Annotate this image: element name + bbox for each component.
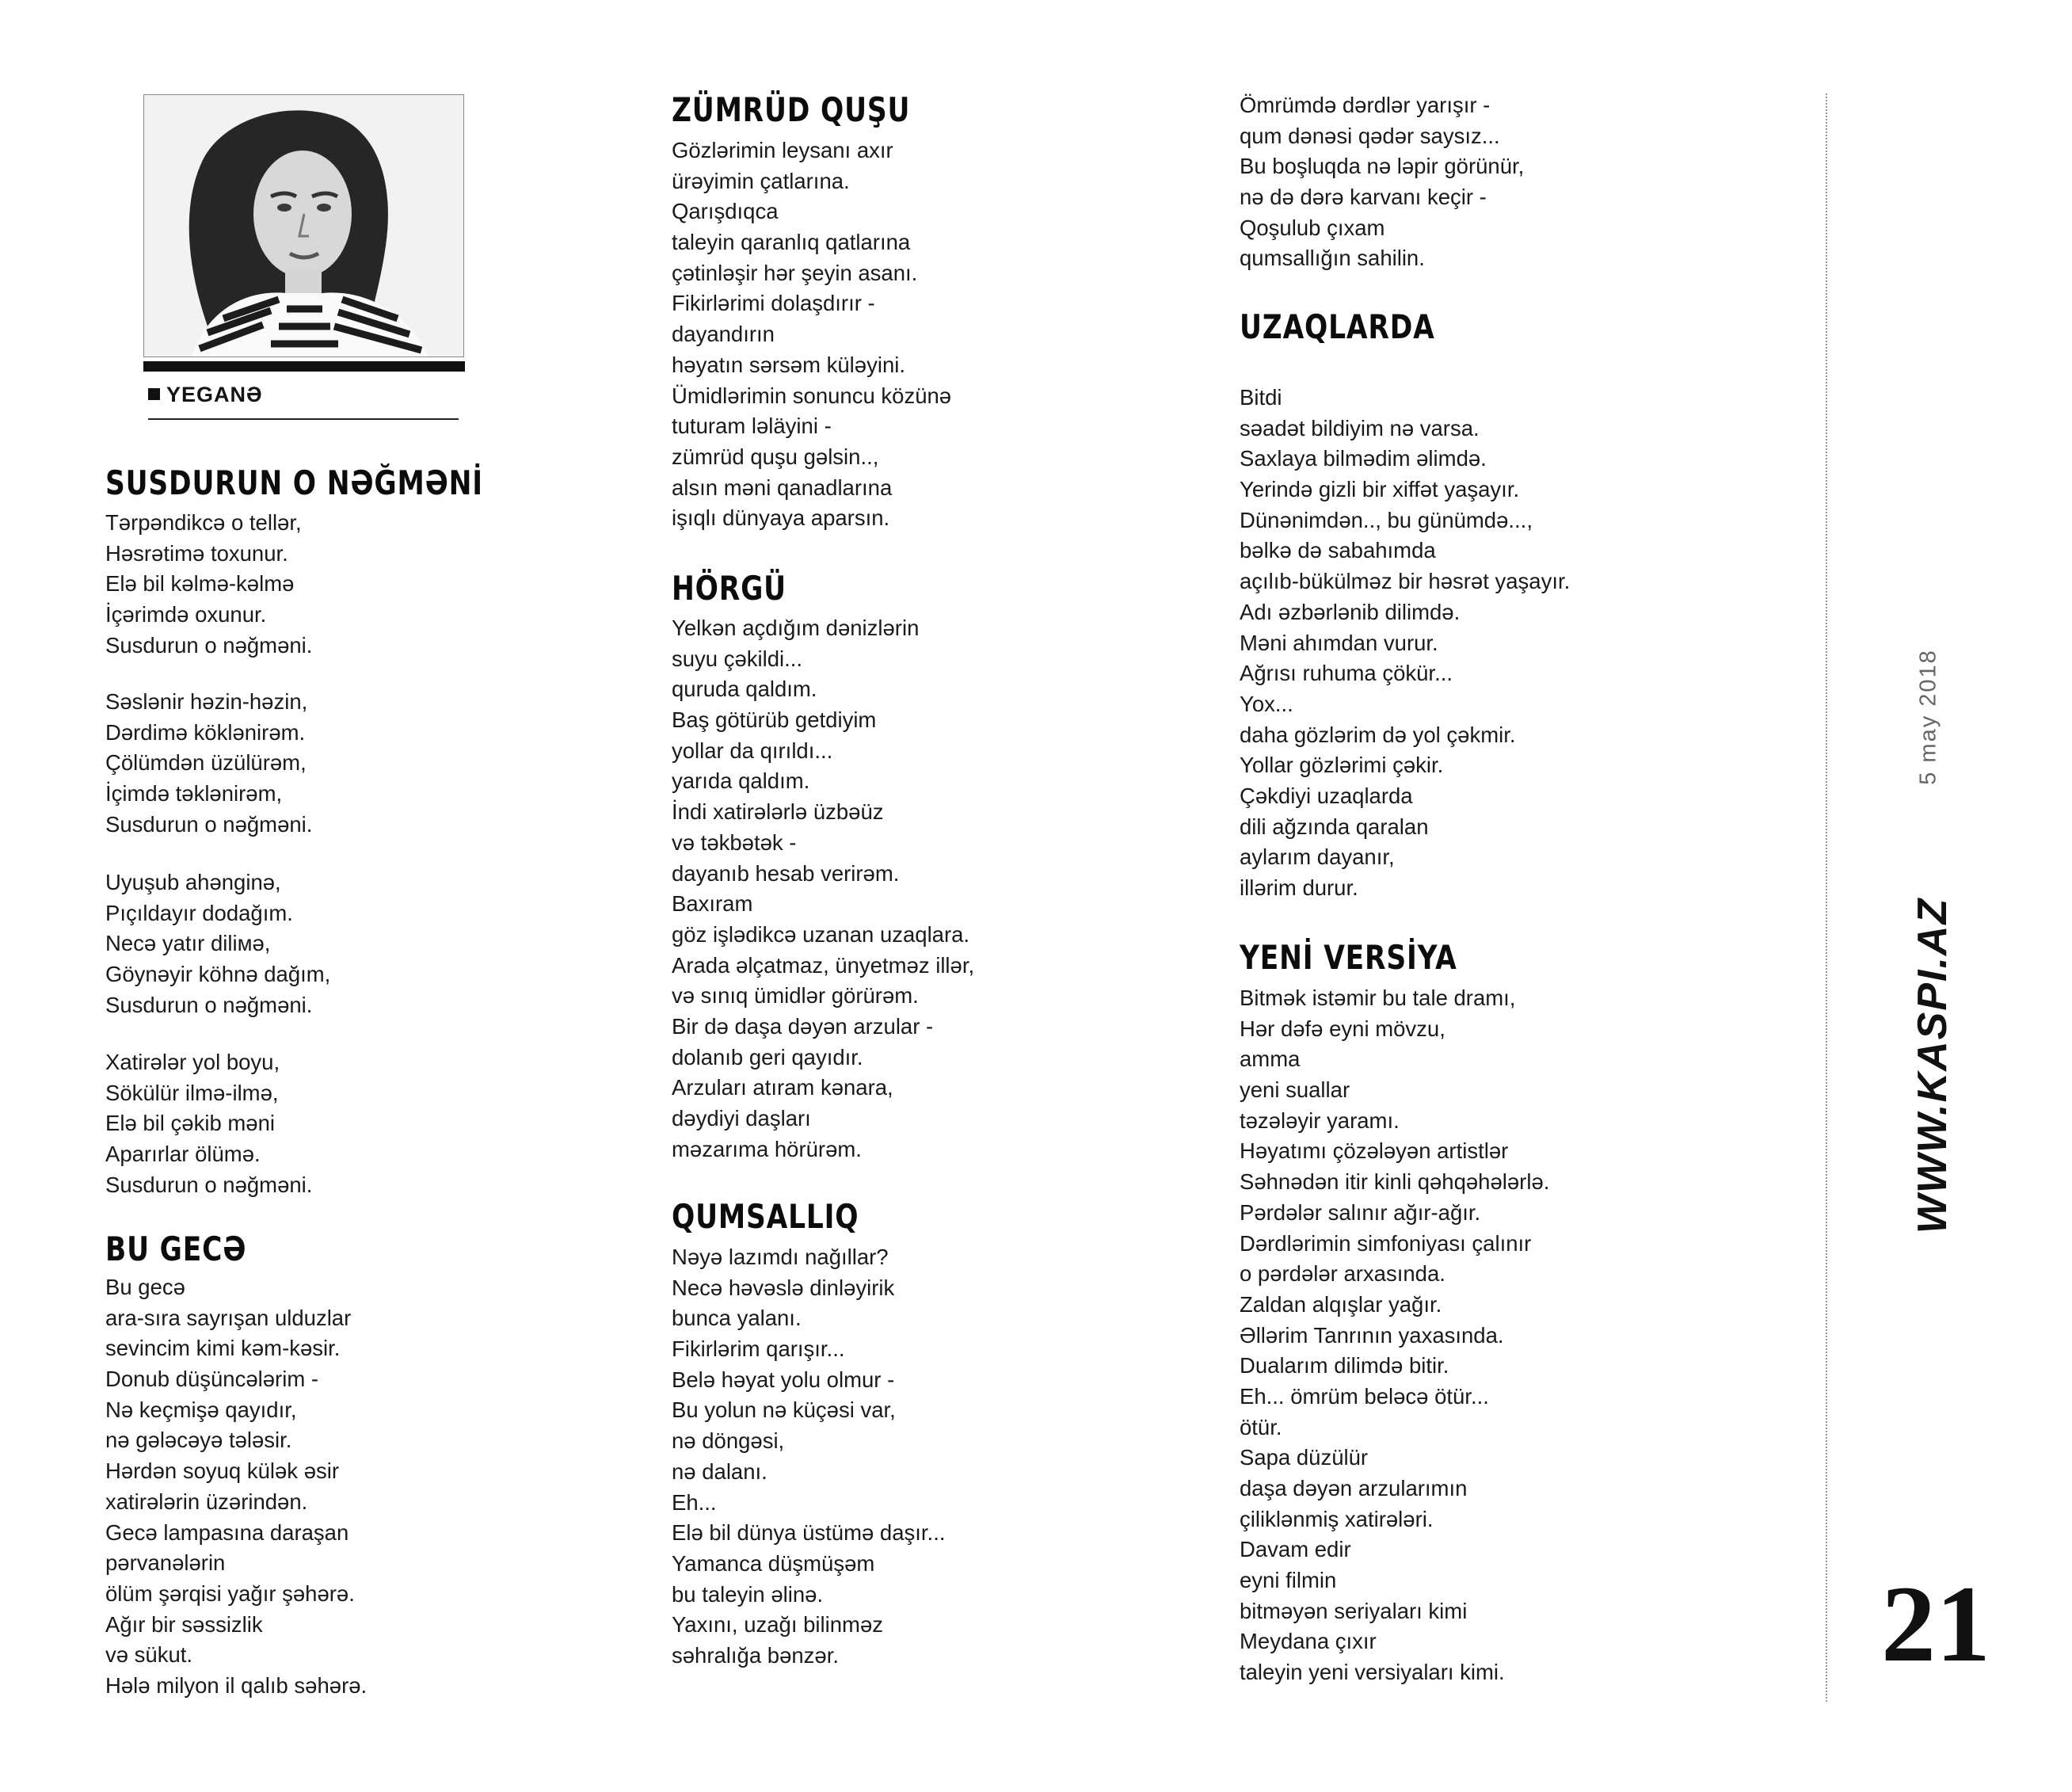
poem-line: Bu yolun nə küçəsi var, <box>672 1397 896 1423</box>
poem-line: Yelkən açdığım dənizlərin <box>672 616 920 640</box>
poem-line: Gecə lampasına daraşan <box>105 1519 349 1545</box>
poem-line: Çölümdən üzülürəm, <box>105 750 307 776</box>
poem-line: Sökülür ilmə-ilmə, <box>105 1080 279 1105</box>
poem-stanza <box>672 613 974 1165</box>
poem-line: Davam edir <box>1240 1537 1351 1562</box>
poem-line: Necə həvəslə dinləyirik <box>672 1275 895 1300</box>
poem-line: Nəyə lazımdı nağıllar? <box>672 1245 889 1269</box>
poem-line: Səhnədən itir kinli qəhqəhələrlə. <box>1240 1169 1550 1195</box>
poem-line: alsın məni qanadlarına <box>672 475 893 500</box>
poem-line: Eh... <box>672 1489 717 1515</box>
poem-line: Uyuşub ahənginə, <box>105 870 281 894</box>
poem-line: Eh... ömrüm beləcə ötür... <box>1240 1383 1489 1409</box>
poem-line: bunca yalanı. <box>672 1306 802 1331</box>
poem-line: zümrüd quşu gəlsin.., <box>672 444 879 469</box>
poem-line: nə gələcəyə tələsir. <box>105 1428 292 1453</box>
poem-line: həyatın sərsəm küləyini. <box>672 352 905 377</box>
poem-line: bitməyən seriyaları kimi <box>1240 1598 1468 1623</box>
poem-line: Məni ahımdan vurur. <box>1240 630 1438 655</box>
poem-line: Əllərim Tanrının yaxasında. <box>1240 1322 1504 1348</box>
poem-line: Dünənimdən.., bu günümdə..., <box>1240 507 1533 532</box>
poem-line: Baxıram <box>672 891 753 917</box>
poem-line: Səslənir həzin-həzin, <box>105 689 308 714</box>
poem-line: qum dənəsi qədər saysız... <box>1240 123 1500 148</box>
photo-caption-bar <box>143 361 465 372</box>
page-number: 21 <box>1881 1563 1990 1684</box>
poem-line: və təkbətək - <box>672 829 797 855</box>
poem-line: Yerində gizli bir xiffət yaşayır. <box>1240 477 1520 502</box>
poem-line: ara-sıra sayrışan ulduzlar <box>105 1305 352 1330</box>
poem-line: Bu gecə <box>105 1275 185 1299</box>
poem-title: QUMSALLIQ <box>672 1197 859 1236</box>
poem-stanza <box>1240 983 1549 1688</box>
poem-line: Donub düşüncələrim - <box>105 1367 319 1392</box>
poem-line: Arzuları atıram kənara, <box>672 1075 893 1100</box>
poem-line: qumsallığın sahilin. <box>1240 246 1425 271</box>
poem-line: Sapa düzülür <box>1240 1445 1369 1470</box>
poem-line: Fikirlərim qarışır... <box>672 1336 845 1362</box>
poem-line: Bitdi <box>1240 385 1282 410</box>
poem-line: amma <box>1240 1047 1301 1072</box>
poem-line: illərim durur. <box>1240 875 1358 900</box>
poem-line: Susdurun o nəğməni. <box>105 1172 313 1197</box>
poem-line: Dərdimə köklənirəm. <box>105 719 306 745</box>
author-rule <box>148 418 459 420</box>
poem-line: pərvanələrin <box>105 1550 226 1576</box>
poem-line: Arada əlçatmaz, ünyetməz illər, <box>672 952 975 978</box>
poem-line: Belə həyat yolu olmur - <box>672 1367 895 1392</box>
poem-stanza <box>105 867 330 1020</box>
poem-stanza <box>672 1242 945 1672</box>
poem-line: ölüm şərqisi yağır şəhərə. <box>105 1580 355 1606</box>
website-url[interactable]: WWW.KASPI.AZ <box>1910 897 1956 1234</box>
poem-line: nə döngəsi, <box>672 1428 785 1454</box>
poem-line: Bir də daşa dəyən arzular - <box>672 1013 934 1039</box>
poem-line: suyu çəkildi... <box>672 646 803 671</box>
poem-line: Göynəyir köhnə dağım, <box>105 962 331 987</box>
poem-line: Necə yatır diliмə, <box>105 931 271 956</box>
poem-line: aylarım dayanır, <box>1240 845 1395 870</box>
poem-line: Qarışdıqca <box>672 199 779 224</box>
poem-line: yollar da qırıldı... <box>672 738 833 763</box>
poem-line: Meydana çıxır <box>1240 1629 1377 1654</box>
bullet-square-icon <box>148 388 160 400</box>
poem-line: dayandırın <box>672 322 775 347</box>
poem-line: daşa dəyən arzularımın <box>1240 1476 1468 1500</box>
poem-line: Yaxını, uzağı bilinməz <box>672 1612 883 1638</box>
poem-stanza <box>1240 90 1524 274</box>
poem-line: Elə bil çəkib məni <box>105 1111 275 1136</box>
poem-line: taleyin qaranlıq qatlarına <box>672 230 911 255</box>
poem-line: Yollar gözlərimi çəkir. <box>1240 753 1444 778</box>
poem-line: Gözlərimin leysanı axır <box>672 138 893 162</box>
column-divider <box>1826 93 1827 1702</box>
poem-line: dayanıb hesab verirəm. <box>672 860 900 886</box>
poem-line: təzələyir yaramı. <box>1240 1108 1400 1133</box>
poem-line: daha gözlərim də yol çəkmir. <box>1240 722 1516 747</box>
poem-line: Hər dəfə eyni mövzu, <box>1240 1016 1445 1041</box>
poem-line: yeni suallar <box>1240 1077 1350 1103</box>
poem-line: taleyin yeni versiyaları kimi. <box>1240 1660 1505 1685</box>
poem-stanza <box>105 1047 312 1200</box>
poem-line: çiliklənmiş xatirələri. <box>1240 1506 1434 1531</box>
issue-date: 5 may 2018 <box>1915 649 1941 785</box>
poem-line: ürəyimin çatlarına. <box>672 168 850 193</box>
poem-line: Susdurun o nəğməni. <box>105 992 313 1017</box>
author-byline <box>148 382 263 407</box>
poem-line: dolanıb geri qayıdır. <box>672 1044 863 1069</box>
poem-line: Yamanca düşmüşəm <box>672 1550 875 1576</box>
poem-line: xatirələrin üzərindən. <box>105 1489 308 1514</box>
poem-title: ZÜMRÜD QUŞU <box>672 90 911 129</box>
poem-line: eyni filmin <box>1240 1568 1337 1593</box>
poem-line: Adı əzbərlənib dilimdə. <box>1240 599 1461 624</box>
poem-line: Tərpəndikcə o tellər, <box>105 510 302 535</box>
poem-title: YENİ VERSİYA <box>1240 938 1457 977</box>
poem-line: Zaldan alqışlar yağır. <box>1240 1291 1442 1317</box>
poem-line: Qoşulub çıxam <box>1240 215 1385 240</box>
poem-line: Ağır bir səssizlik <box>105 1611 263 1637</box>
poem-line: Elə bil kəlmə-kəlmə <box>105 571 295 597</box>
poem-line: dəydiyi daşları <box>672 1106 811 1130</box>
poem-title: UZAQLARDA <box>1240 307 1435 346</box>
poem-line: Hələ milyon il qalıb səhərə. <box>105 1672 368 1698</box>
poem-line: Bu boşluqda nə ləpir görünür, <box>1240 154 1525 179</box>
poem-title: BU GECƏ <box>105 1230 247 1268</box>
poem-line: Nə keçmişə qayıdır, <box>105 1397 297 1422</box>
author-photo <box>143 94 464 357</box>
poem-stanza <box>105 687 312 840</box>
poem-line: Saxlaya bilmədim əlimdə. <box>1240 446 1487 471</box>
poem-line: göz işlədikcə uzanan uzaqlara. <box>672 921 970 947</box>
poem-line: Dərdlərimin simfoniyası çalınır <box>1240 1230 1532 1256</box>
poem-line: Ağrısı ruhuma çökür... <box>1240 661 1453 686</box>
poem-line: nə dalanı. <box>672 1458 767 1484</box>
poem-title: HÖRGÜ <box>672 569 787 608</box>
poem-line: Ömrümdə dərdlər yarışır - <box>1240 93 1491 117</box>
poem-line: Ümidlərimin sonuncu közünə <box>672 383 952 408</box>
poem-line: Aparırlar ölümə. <box>105 1142 261 1167</box>
poem-line: nə də dərə karvanı keçir - <box>1240 185 1487 210</box>
poem-line: işıqlı dünyaya aparsın. <box>672 505 890 531</box>
poem-title: SUSDURUN O NƏĞMƏNİ <box>105 463 483 502</box>
author-name: YEGANƏ <box>166 383 263 406</box>
poem-line: Yox... <box>1240 691 1293 716</box>
poem-line: İndi xatirələrlə üzbəüz <box>672 799 884 825</box>
poem-line: tuturam ləläyini - <box>672 414 832 439</box>
poem-line: quruda qaldım. <box>672 677 817 702</box>
poem-line: Hərdən soyuq külək əsir <box>105 1458 340 1484</box>
poem-line: bəlkə də sabahımda <box>1240 538 1436 563</box>
poem-stanza <box>1240 383 1570 904</box>
poem-line: Baş götürüb getdiyim <box>672 707 877 733</box>
poem-line: səadət bildiyim nə varsa. <box>1240 415 1480 440</box>
poem-line: sevincim kimi kəm-kəsir. <box>105 1336 341 1361</box>
poem-line: dili ağzında qaralan <box>1240 814 1429 839</box>
poem-line: çətinləşir hər şeyin asanı. <box>672 260 918 285</box>
poem-line: məzarıma hörürəm. <box>672 1136 862 1161</box>
poem-line: İçərimdə oxunur. <box>105 602 267 627</box>
poem-line: açılıb-bükülməz bir həsrət yaşayır. <box>1240 569 1571 594</box>
poem-line: Dualarım dilimdə bitir. <box>1240 1353 1449 1378</box>
poem-line: Pərdələr salınır ağır-ağır. <box>1240 1199 1481 1225</box>
poem-stanza <box>105 1272 367 1702</box>
poem-line: Həyatımı çözələyən artistlər <box>1240 1138 1509 1164</box>
poem-stanza <box>672 135 951 534</box>
poem-line: o pərdələr arxasında. <box>1240 1261 1445 1287</box>
poem-line: Elə bil dünya üstümə daşır... <box>672 1520 946 1546</box>
poem-stanza <box>105 508 312 661</box>
poem-line: Pıçıldayır dodağım. <box>105 900 293 925</box>
poem-line: Susdurun o nəğməni. <box>105 632 313 658</box>
poem-line: bu taleyin əlinə. <box>672 1581 824 1607</box>
poem-line: Çəkdiyi uzaqlarda <box>1240 783 1413 808</box>
poem-line: Fikirlərimi dolaşdırır - <box>672 291 875 316</box>
poem-line: İçimdə təklənirəm, <box>105 781 283 806</box>
poem-line: səhralığa bənzər. <box>672 1642 839 1668</box>
poem-line: ötür. <box>1240 1414 1282 1439</box>
poem-line: və sınıq ümidlər görürəm. <box>672 983 919 1008</box>
poem-line: və sükut. <box>105 1642 193 1668</box>
poem-line: Bitmək istəmir bu tale dramı, <box>1240 986 1516 1010</box>
poem-line: Həsrətimə toxunur. <box>105 540 288 566</box>
poem-line: yarıda qaldım. <box>672 768 810 794</box>
poem-line: Susdurun o nəğməni. <box>105 811 313 837</box>
poem-line: Xatirələr yol boyu, <box>105 1050 280 1074</box>
